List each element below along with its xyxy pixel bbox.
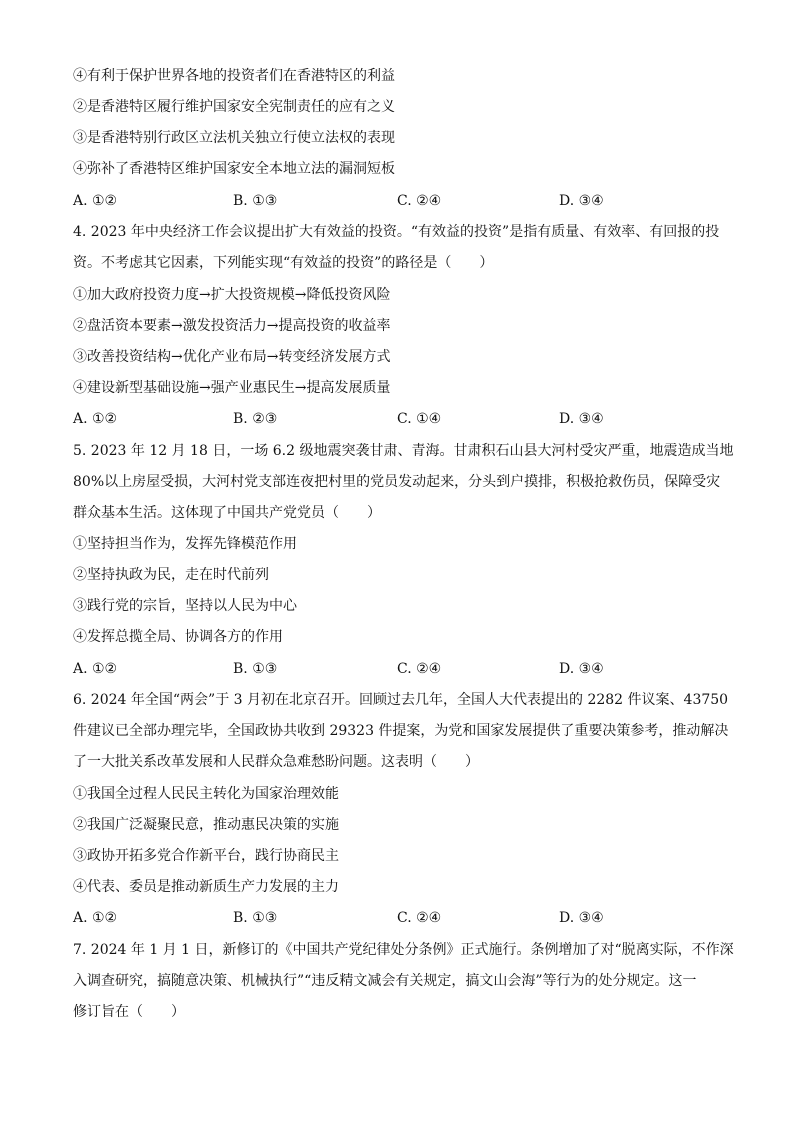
q6-stem-line-1: 6. 2024 年全国“两会”于 3 月初在北京召开。回顾过去几年，全国人大代表提出的 2282 件议案、43750 (73, 692, 729, 708)
q5-stem-line-1: 5. 2023 年 12 月 18 日，一场 6.2 级地震突袭甘肃、青海。甘肃积石山县大河村受灾严重，地震造成当地 (73, 443, 734, 459)
q6-item-2: ②我国广泛凝聚民意，推动惠民决策的实施 (73, 817, 339, 833)
q7-stem-line-1: 7. 2024 年 1 月 1 日，新修订的《中国共产党纪律处分条例》正式施行。条例增加了对“脱离实际，不作深 (73, 942, 734, 958)
q3-item-4b: ④弥补了香港特区维护国家安全本地立法的漏洞短板 (73, 161, 395, 177)
q7-stem-line-3: 修订旨在（ ） (73, 1004, 185, 1020)
q4-stem-line-2: 资。不考虑其它因素，下列能实现“有效益的投资”的路径是（ ） (73, 255, 494, 271)
q5-option-b[interactable]: B. ①③ (233, 661, 278, 677)
q6-stem-line-2: 件建议已全部办理完毕，全国政协共收到 29323 件提案，为党和国家发展提供了重要决策参考，推动解决 (73, 723, 729, 739)
q6-option-c[interactable]: C. ②④ (397, 910, 442, 926)
q4-option-b[interactable]: B. ②③ (233, 411, 278, 427)
q6-option-d[interactable]: D. ③④ (559, 910, 604, 926)
q4-item-2: ②盘活资本要素→激发投资活力→提高投资的收益率 (73, 318, 391, 334)
q4-option-c[interactable]: C. ①④ (397, 411, 442, 427)
q6-option-a[interactable]: A. ①② (73, 910, 118, 926)
q5-stem-line-2: 80%以上房屋受损，大河村党支部连夜把村里的党员发动起来，分头到户摸排，积极抢救伤员，保障受灾 (73, 474, 721, 490)
q5-option-d[interactable]: D. ③④ (559, 661, 604, 677)
q5-options (73, 660, 733, 678)
q3-option-c[interactable]: C. ②④ (397, 193, 442, 209)
q4-option-a[interactable]: A. ①② (73, 411, 118, 427)
q5-item-4: ④发挥总揽全局、协调各方的作用 (73, 629, 283, 645)
q5-item-1: ①坚持担当作为，发挥先锋模范作用 (73, 536, 297, 552)
q6-option-b[interactable]: B. ①③ (233, 910, 278, 926)
q6-options (73, 909, 733, 927)
q5-option-a[interactable]: A. ①② (73, 661, 118, 677)
q5-option-c[interactable]: C. ②④ (397, 661, 442, 677)
q7-stem-line-2: 入调查研究，搞随意决策、机械执行”“违反精文减会有关规定，搞文山会海”等行为的处分规定。这一 (73, 973, 697, 989)
q4-item-1: ①加大政府投资力度→扩大投资规模→降低投资风险 (73, 287, 391, 303)
q3-option-d[interactable]: D. ③④ (559, 193, 604, 209)
q5-stem-line-3: 群众基本生活。这体现了中国共产党党员（ ） (73, 505, 381, 521)
q4-item-3: ③改善投资结构→优化产业布局→转变经济发展方式 (73, 349, 391, 365)
q6-item-3: ③政协开拓多党合作新平台，践行协商民主 (73, 848, 339, 864)
q4-options (73, 410, 733, 428)
q5-item-2: ②坚持执政为民，走在时代前列 (73, 567, 269, 583)
q3-option-a[interactable]: A. ①② (73, 193, 118, 209)
q4-option-d[interactable]: D. ③④ (559, 411, 604, 427)
q3-item-3: ③是香港特别行政区立法机关独立行使立法权的表现 (73, 130, 395, 146)
q6-item-1: ①我国全过程人民民主转化为国家治理效能 (73, 786, 339, 802)
q4-item-4: ④建设新型基础设施→强产业惠民生→提高发展质量 (73, 380, 391, 396)
q6-stem-line-3: 了一大批关系改革发展和人民群众急难愁盼问题。这表明（ ） (73, 754, 479, 770)
q3-option-b[interactable]: B. ①③ (233, 193, 278, 209)
q3-item-4: ④有利于保护世界各地的投资者们在香港特区的利益 (73, 68, 395, 84)
q3-options (73, 192, 733, 210)
q3-item-2: ②是香港特区履行维护国家安全宪制责任的应有之义 (73, 99, 395, 115)
q4-stem-line-1: 4. 2023 年中央经济工作会议提出扩大有效益的投资。“有效益的投资”是指有质量、有效率、有回报的投 (73, 224, 720, 240)
q6-item-4: ④代表、委员是推动新质生产力发展的主力 (73, 879, 339, 895)
q5-item-3: ③践行党的宗旨，坚持以人民为中心 (73, 598, 297, 614)
